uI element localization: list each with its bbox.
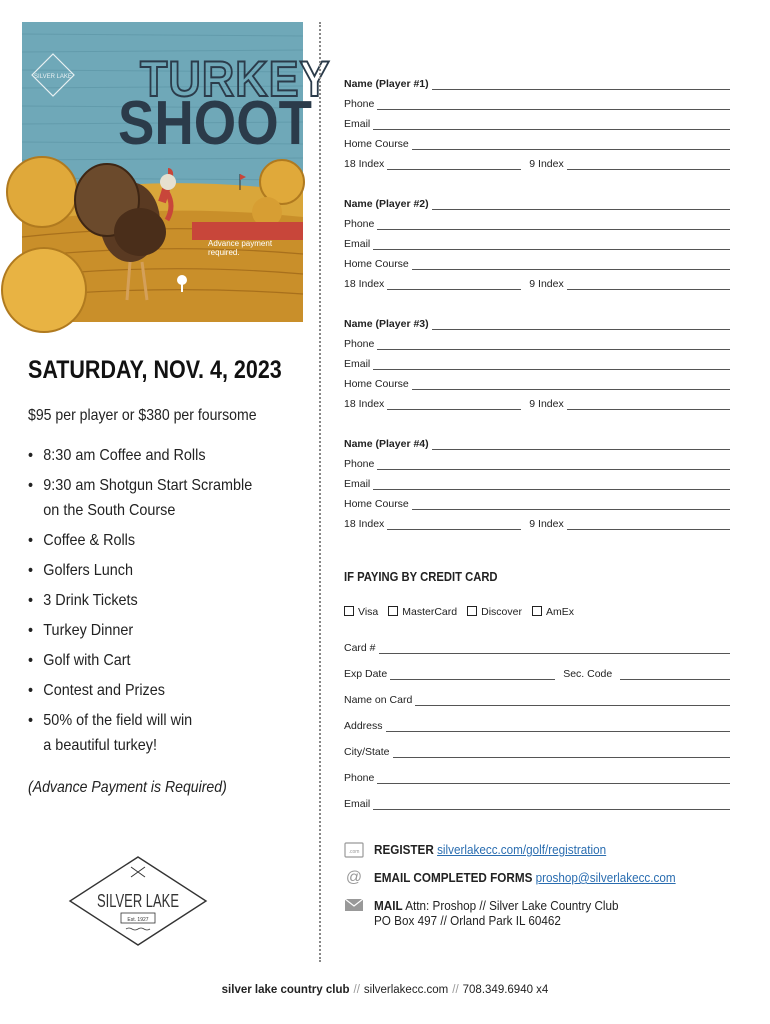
field-line[interactable] xyxy=(377,457,730,470)
exp-sec-field xyxy=(344,654,730,680)
player-phone-field[interactable] xyxy=(344,450,730,470)
card-option-label: Visa xyxy=(358,606,379,618)
svg-text:SILVER LAKE: SILVER LAKE xyxy=(34,74,72,80)
checkbox-icon[interactable] xyxy=(467,606,477,616)
field-label: Home Course xyxy=(344,498,409,510)
field-label: Phone xyxy=(344,218,375,230)
svg-text:.com: .com xyxy=(348,849,360,855)
field-label: 9 Index xyxy=(529,278,564,290)
list-item-line: 50% of the field will win xyxy=(43,712,193,729)
field-label: 18 Index xyxy=(344,398,385,410)
field-line[interactable] xyxy=(377,771,730,784)
player-home-course-field[interactable] xyxy=(344,250,730,270)
mail-label: MAIL xyxy=(374,898,403,913)
web-icon xyxy=(344,842,364,858)
field-line[interactable] xyxy=(377,97,730,110)
list-item: • Golf with Cart xyxy=(28,648,280,673)
dotted-divider xyxy=(319,22,321,962)
field-line[interactable] xyxy=(432,437,730,450)
cc-email-field[interactable] xyxy=(344,784,730,810)
field-label: 18 Index xyxy=(344,158,385,170)
list-item: • 3 Drink Tickets xyxy=(28,588,280,613)
list-item xyxy=(28,473,280,523)
footer-club-name: silver lake country club xyxy=(221,984,350,996)
field-line[interactable] xyxy=(373,797,730,810)
checkbox-icon[interactable] xyxy=(532,606,542,616)
exp-date-line[interactable] xyxy=(390,667,555,680)
card-type-options xyxy=(344,606,574,618)
player-name-label-field[interactable] xyxy=(344,310,730,330)
logo-name: SILVER LAKE xyxy=(97,891,179,911)
field-line[interactable] xyxy=(432,317,730,330)
field-line[interactable] xyxy=(377,217,730,230)
player-index-field xyxy=(344,150,730,170)
field-label: 9 Index xyxy=(529,398,564,410)
card-number-field[interactable] xyxy=(344,628,730,654)
list-item: • Turkey Dinner xyxy=(28,618,280,643)
event-items-list xyxy=(28,443,308,763)
card-option-label: MasterCard xyxy=(402,606,458,618)
player-index-field xyxy=(344,510,730,530)
name-on-card-field[interactable] xyxy=(344,680,730,706)
checkbox-icon[interactable] xyxy=(344,606,354,616)
field-label: Exp Date xyxy=(344,668,388,680)
card-option-discover[interactable] xyxy=(467,606,522,618)
player-index-field xyxy=(344,270,730,290)
player-home-course-field[interactable] xyxy=(344,130,730,150)
credit-card-heading: IF PAYING BY CREDIT CARD xyxy=(344,570,498,584)
player-email-field[interactable] xyxy=(344,350,730,370)
list-item: • Contest and Prizes xyxy=(28,678,280,703)
field-label: 9 Index xyxy=(529,158,564,170)
field-label: Email xyxy=(344,798,371,810)
address-field[interactable] xyxy=(344,706,730,732)
player-block-2 xyxy=(344,190,730,290)
player-block-4 xyxy=(344,430,730,530)
email-link[interactable]: proshop@silverlakecc.com xyxy=(535,870,676,885)
player-block-1 xyxy=(344,70,730,170)
player-name-label-field[interactable] xyxy=(344,190,730,210)
card-option-visa[interactable] xyxy=(344,606,378,618)
field-label: Name (Player #2) xyxy=(344,198,429,210)
footer-phone: 708.349.6940 x4 xyxy=(462,984,549,996)
field-line[interactable] xyxy=(432,197,730,210)
poster-advance-tag: Advance payment required. xyxy=(208,239,273,257)
index18-line[interactable] xyxy=(387,517,521,530)
field-label: Name (Player #1) xyxy=(344,78,429,90)
player-phone-field[interactable] xyxy=(344,90,730,110)
mail-row xyxy=(344,898,744,928)
credit-card-form xyxy=(344,628,730,810)
field-label: Email xyxy=(344,478,371,490)
register-label: REGISTER xyxy=(374,842,434,857)
field-line[interactable] xyxy=(412,257,730,270)
sec-code-line[interactable] xyxy=(620,667,730,680)
footer-separator: // xyxy=(353,984,360,996)
contact-info xyxy=(344,842,744,940)
field-line[interactable] xyxy=(373,117,730,130)
field-label: City/State xyxy=(344,746,390,758)
field-label: Name (Player #3) xyxy=(344,318,429,330)
player-email-field[interactable] xyxy=(344,110,730,130)
footer-separator: // xyxy=(452,984,459,996)
index18-line[interactable] xyxy=(387,397,521,410)
field-label: Card # xyxy=(344,642,376,654)
poster-title-shoot: SHOOT xyxy=(118,89,312,158)
logo-est: Est. 1927 xyxy=(127,917,149,923)
field-label: Phone xyxy=(344,772,375,784)
envelope-icon xyxy=(344,898,364,914)
card-option-label: AmEx xyxy=(545,606,574,618)
at-sign-icon: @ xyxy=(345,869,363,886)
field-label: Name on Card xyxy=(344,694,413,706)
field-label: Email xyxy=(344,118,371,130)
field-line[interactable] xyxy=(432,77,730,90)
register-link[interactable]: silverlakecc.com/golf/registration xyxy=(437,842,607,857)
player-phone-field[interactable] xyxy=(344,210,730,230)
player-name-label-field[interactable] xyxy=(344,70,730,90)
player-name-label-field[interactable] xyxy=(344,430,730,450)
field-label: Phone xyxy=(344,458,375,470)
player-block-3 xyxy=(344,310,730,410)
field-label: Email xyxy=(344,358,371,370)
footer xyxy=(0,984,770,996)
field-label: Phone xyxy=(344,98,375,110)
player-home-course-field[interactable] xyxy=(344,490,730,510)
poster-title-turkey: TURKEY xyxy=(140,51,331,107)
field-label: Phone xyxy=(344,338,375,350)
event-date: SATURDAY, NOV. 4, 2023 xyxy=(28,356,282,384)
field-line[interactable] xyxy=(412,137,730,150)
city-state-field[interactable] xyxy=(344,732,730,758)
email-forms-label: EMAIL COMPLETED FORMS xyxy=(374,870,533,885)
field-line[interactable] xyxy=(373,477,730,490)
footer-website[interactable]: silverlakecc.com xyxy=(363,984,449,996)
index9-line[interactable] xyxy=(567,397,730,410)
field-label: Home Course xyxy=(344,378,409,390)
event-price: $95 per player or $380 per foursome xyxy=(28,407,257,424)
list-item: • Golfers Lunch xyxy=(28,558,280,583)
field-line[interactable] xyxy=(373,357,730,370)
field-line[interactable] xyxy=(373,237,730,250)
card-option-label: Discover xyxy=(481,606,522,618)
player-index-field xyxy=(344,390,730,410)
field-line[interactable] xyxy=(393,745,730,758)
field-label: Address xyxy=(344,720,383,732)
index18-line[interactable] xyxy=(387,157,521,170)
cc-phone-field[interactable] xyxy=(344,758,730,784)
player-phone-field[interactable] xyxy=(344,330,730,350)
player-registration-form xyxy=(344,70,730,530)
checkbox-icon[interactable] xyxy=(388,606,398,616)
field-label: Home Course xyxy=(344,138,409,150)
field-label: Sec. Code xyxy=(563,668,613,680)
field-label: 18 Index xyxy=(344,278,385,290)
field-label: Email xyxy=(344,238,371,250)
field-line[interactable] xyxy=(412,497,730,510)
index18-line[interactable] xyxy=(387,277,521,290)
card-option-mastercard[interactable] xyxy=(388,606,457,618)
card-option-amex[interactable] xyxy=(532,606,574,618)
field-line[interactable] xyxy=(379,641,730,654)
mail-address-line2: PO Box 497 // Orland Park IL 60462 xyxy=(374,913,561,928)
field-label: 9 Index xyxy=(529,518,564,530)
list-item: • Coffee & Rolls xyxy=(28,528,280,553)
list-item-line: a beautiful turkey! xyxy=(43,737,157,754)
field-label: Home Course xyxy=(344,258,409,270)
silver-lake-logo xyxy=(68,855,208,947)
list-item-line: 9:30 am Shotgun Start Scramble xyxy=(43,477,253,494)
field-line[interactable] xyxy=(386,719,730,732)
mail-address-line1: Attn: Proshop // Silver Lake Country Club xyxy=(405,898,619,913)
email-row xyxy=(344,870,744,886)
list-item xyxy=(28,708,280,758)
index9-line[interactable] xyxy=(567,517,730,530)
player-home-course-field[interactable] xyxy=(344,370,730,390)
advance-payment-note: (Advance Payment is Required) xyxy=(28,779,227,796)
field-line[interactable] xyxy=(415,693,730,706)
field-line[interactable] xyxy=(377,337,730,350)
index9-line[interactable] xyxy=(567,157,730,170)
register-row xyxy=(344,842,744,858)
field-line[interactable] xyxy=(412,377,730,390)
poster-badge-logo xyxy=(30,52,76,98)
list-item: • 8:30 am Coffee and Rolls xyxy=(28,443,280,468)
player-email-field[interactable] xyxy=(344,230,730,250)
turkey-shoot-poster xyxy=(22,22,331,322)
field-label: 18 Index xyxy=(344,518,385,530)
list-item-line: on the South Course xyxy=(43,502,176,519)
player-email-field[interactable] xyxy=(344,470,730,490)
index9-line[interactable] xyxy=(567,277,730,290)
field-label: Name (Player #4) xyxy=(344,438,429,450)
